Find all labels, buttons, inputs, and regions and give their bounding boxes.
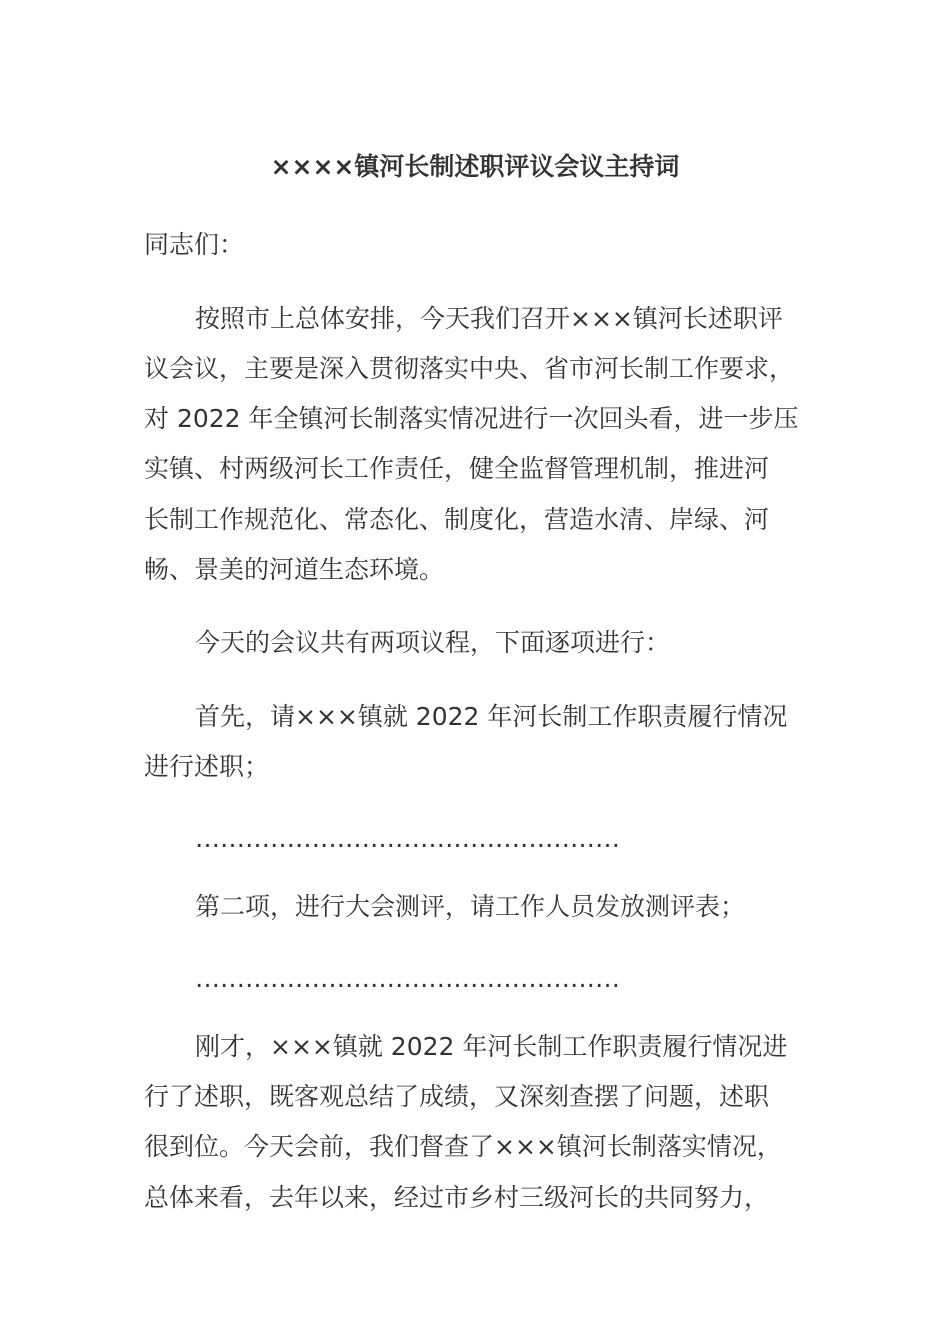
paragraph-line: 很到位。今天会前，我们督查了×××镇河长制落实情况， <box>144 1132 782 1161</box>
paragraph-line: 畅、景美的河道生态环境。 <box>144 555 445 584</box>
paragraph-line: 对 2022 年全镇河长制落实情况进行一次回头看，进一步压 <box>144 404 799 433</box>
paragraph-line: 按照市上总体安排，今天我们召开×××镇河长述职评 <box>195 304 783 333</box>
document-title: ××××镇河长制述职评议会议主持词 <box>270 152 680 181</box>
paragraph-line: 进行述职； <box>144 752 270 781</box>
ellipsis-line: …………………………………………… <box>195 824 620 853</box>
paragraph-line: 首先，请×××镇就 2022 年河长制工作职责履行情况 <box>195 702 788 731</box>
agenda-intro: 今天的会议共有两项议程，下面逐项进行： <box>195 628 671 657</box>
paragraph-line: 实镇、村两级河长工作责任，健全监督管理机制，推进河 <box>144 454 770 483</box>
salutation: 同志们： <box>144 230 245 259</box>
paragraph-line: 总体来看，去年以来，经过市乡村三级河长的共同努力， <box>144 1183 770 1212</box>
paragraph-line: 行了述职，既客观总结了成绩，又深刻查摆了问题，述职 <box>144 1082 770 1111</box>
paragraph-line: 议会议，主要是深入贯彻落实中央、省市河长制工作要求， <box>144 354 795 383</box>
paragraph-line: 刚才，×××镇就 2022 年河长制工作职责履行情况进 <box>195 1032 788 1061</box>
paragraph-line: 长制工作规范化、常态化、制度化，营造水清、岸绿、河 <box>144 505 770 534</box>
agenda-item-two: 第二项，进行大会测评，请工作人员发放测评表； <box>195 892 746 921</box>
ellipsis-line: …………………………………………… <box>195 964 620 993</box>
